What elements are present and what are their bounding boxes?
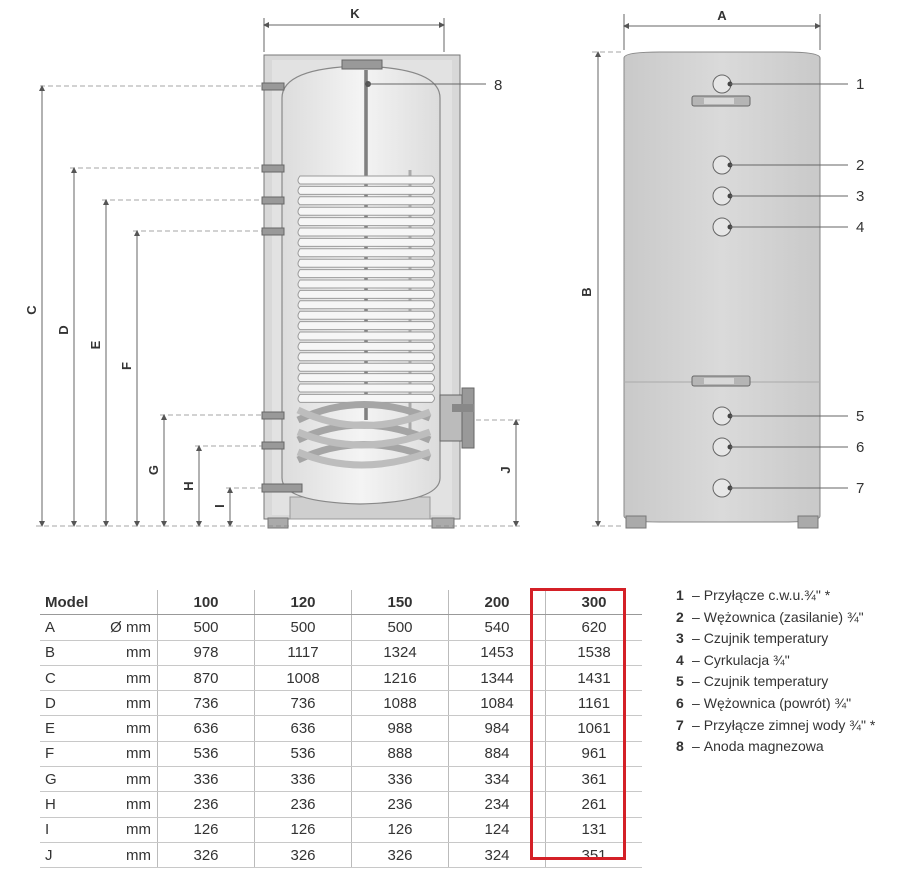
- legend-number: 1: [676, 587, 684, 603]
- legend-item: [676, 693, 875, 715]
- callout-label-5: 5: [856, 408, 865, 425]
- dim-label-k: K: [350, 6, 360, 21]
- external-view: [579, 8, 864, 528]
- table-cell-value: 124: [449, 817, 546, 842]
- coil-loop: [298, 207, 435, 215]
- table-cell-value: 1084: [449, 691, 546, 716]
- table-header-model: Model: [40, 590, 158, 615]
- table-cell-value: 500: [255, 615, 352, 640]
- legend-separator: –: [692, 630, 700, 647]
- table-cell-value: 984: [449, 716, 546, 741]
- table-cell-value: 1344: [449, 665, 546, 690]
- table-cell-value: 334: [449, 767, 546, 792]
- table-cell-value: 500: [352, 615, 449, 640]
- dim-label-e: E: [88, 340, 103, 350]
- table-row: [40, 665, 642, 690]
- table-cell-value: 1324: [352, 640, 449, 665]
- table-cell-value: 1161: [546, 691, 643, 716]
- legend-item: [676, 628, 875, 650]
- table-cell-value: 326: [255, 842, 352, 867]
- legend-item: [676, 671, 875, 693]
- legend-number: 6: [676, 694, 684, 711]
- table-cell-param: A: [40, 615, 95, 640]
- table-cell-value: 1088: [352, 691, 449, 716]
- table-cell-value: 126: [255, 817, 352, 842]
- legend-separator: –: [692, 738, 700, 755]
- top-fitting: [342, 60, 382, 69]
- coil-loop: [298, 186, 435, 194]
- table-cell-value: 361: [546, 767, 643, 792]
- dimension-i: [212, 488, 262, 524]
- coil-loop: [298, 301, 435, 309]
- table-row: [40, 691, 642, 716]
- dim-label-g: G: [146, 464, 161, 476]
- table-header-model-120: 120: [255, 590, 352, 615]
- dimension-j: [476, 420, 520, 524]
- table-cell-value: 336: [352, 767, 449, 792]
- table-cell-value: 336: [158, 767, 255, 792]
- coil-loop: [298, 249, 435, 257]
- callout-label-7: 7: [856, 480, 865, 497]
- coil-loop: [298, 238, 435, 246]
- table-cell-param: F: [40, 741, 95, 766]
- table-cell-value: 1061: [546, 716, 643, 741]
- legend-number: 5: [676, 673, 684, 690]
- legend-text: Wężownica (powrót) ¾": [703, 694, 852, 711]
- legend-text: Przyłącze c.w.u.¾" *: [703, 587, 831, 603]
- table-row: [40, 817, 642, 842]
- table-row: [40, 842, 642, 867]
- legend-text: Anoda magnezowa: [703, 738, 824, 755]
- coil-loop: [298, 342, 435, 350]
- legend-item: [676, 715, 875, 737]
- coil-loop: [298, 270, 435, 278]
- dimension-e: [88, 200, 262, 524]
- legend-item: [676, 736, 875, 758]
- table-cell-unit: mm: [95, 640, 158, 665]
- table-cell-value: 961: [546, 741, 643, 766]
- table-cell-unit: mm: [95, 792, 158, 817]
- table-cell-value: 336: [255, 767, 352, 792]
- legend-text: Cyrkulacja ¾": [703, 651, 790, 668]
- table-cell-param: E: [40, 716, 95, 741]
- legend-number: 4: [676, 651, 684, 668]
- table-cell-value: 636: [158, 716, 255, 741]
- table-cell-value: 234: [449, 792, 546, 817]
- dimension-c: [24, 86, 262, 524]
- foot-right: [432, 518, 454, 528]
- legend-item: [676, 585, 875, 607]
- coil-loop: [298, 228, 435, 236]
- foot-left: [268, 518, 288, 528]
- table-header-model-150: 150: [352, 590, 449, 615]
- callout-label-1: 1: [856, 76, 865, 93]
- table-cell-value: 884: [449, 741, 546, 766]
- table-cell-value: 324: [449, 842, 546, 867]
- table-cell-value: 236: [352, 792, 449, 817]
- callout-label-8: 8: [494, 77, 503, 94]
- legend-text: Przyłącze zimnej wody ¾" *: [703, 716, 876, 733]
- table-row: [40, 640, 642, 665]
- coil-loop: [298, 353, 435, 361]
- table-cell-value: 500: [158, 615, 255, 640]
- dim-label-a: A: [717, 8, 727, 23]
- table-cell-value: 1117: [255, 640, 352, 665]
- table-cell-unit: mm: [95, 716, 158, 741]
- coil-loop: [298, 363, 435, 371]
- legend-text: Wężownica (zasilanie) ¾": [703, 608, 864, 625]
- dimension-k: [264, 6, 444, 52]
- coil-loop: [298, 280, 435, 288]
- legend-text: Czujnik temperatury: [703, 673, 829, 690]
- table-cell-param: D: [40, 691, 95, 716]
- legend: [676, 585, 875, 758]
- dimension-h: [181, 446, 262, 524]
- legend-number: 3: [676, 630, 684, 647]
- carry-handle-top: [692, 96, 750, 106]
- legend-separator: –: [692, 694, 700, 711]
- table-cell-value: 1216: [352, 665, 449, 690]
- table-cell-value: 236: [158, 792, 255, 817]
- table-row: [40, 767, 642, 792]
- table-cell-unit: mm: [95, 767, 158, 792]
- table-cell-unit: mm: [95, 842, 158, 867]
- table-header-model-200: 200: [449, 590, 546, 615]
- section-view: [24, 6, 520, 528]
- dimension-table: [40, 590, 642, 868]
- dim-label-d: D: [56, 325, 71, 335]
- coil-loop: [298, 384, 435, 392]
- coil-loop: [298, 197, 435, 205]
- table-cell-value: 736: [255, 691, 352, 716]
- table-cell-unit: mm: [95, 741, 158, 766]
- table-cell-value: 536: [158, 741, 255, 766]
- legend-text: Czujnik temperatury: [703, 630, 829, 647]
- table-cell-value: 1453: [449, 640, 546, 665]
- coil-loop: [298, 259, 435, 267]
- table-cell-value: 126: [352, 817, 449, 842]
- legend-separator: –: [692, 673, 700, 690]
- table-cell-param: G: [40, 767, 95, 792]
- table-cell-param: C: [40, 665, 95, 690]
- dim-label-b: B: [579, 287, 594, 297]
- table-cell-value: 888: [352, 741, 449, 766]
- legend-separator: –: [692, 651, 700, 668]
- table-row: [40, 792, 642, 817]
- table-cell-param: B: [40, 640, 95, 665]
- legend-separator: –: [692, 716, 700, 733]
- coil-loop: [298, 290, 435, 298]
- table-cell-value: 536: [255, 741, 352, 766]
- legend-number: 2: [676, 608, 684, 625]
- coil-loop: [298, 332, 435, 340]
- table-cell-value: 131: [546, 817, 643, 842]
- table-row: [40, 716, 642, 741]
- table-row: [40, 741, 642, 766]
- table-header-row: [40, 590, 642, 615]
- table-cell-param: I: [40, 817, 95, 842]
- table-header-model-100: 100: [158, 590, 255, 615]
- dimension-f: [119, 231, 262, 524]
- callout-label-3: 3: [856, 188, 865, 205]
- coil-loop: [298, 176, 435, 184]
- table-cell-value: 326: [158, 842, 255, 867]
- table-cell-value: 978: [158, 640, 255, 665]
- coil-loop: [298, 322, 435, 330]
- table-cell-value: 988: [352, 716, 449, 741]
- table-cell-unit: mm: [95, 691, 158, 716]
- table-cell-value: 620: [546, 615, 643, 640]
- callout-label-2: 2: [856, 157, 865, 174]
- table-cell-value: 126: [158, 817, 255, 842]
- legend-separator: –: [692, 587, 700, 603]
- table-cell-value: 636: [255, 716, 352, 741]
- coil-loop: [298, 374, 435, 382]
- legend-number: 8: [676, 738, 684, 755]
- table-cell-value: 261: [546, 792, 643, 817]
- table-cell-value: 326: [352, 842, 449, 867]
- carry-handle-bottom: [692, 376, 750, 386]
- callout-label-6: 6: [856, 439, 865, 456]
- table-cell-value: 351: [546, 842, 643, 867]
- dimension-b: [579, 52, 622, 526]
- legend-number: 7: [676, 716, 684, 733]
- table-header-model-300: 300: [546, 590, 643, 615]
- legend-item: [676, 607, 875, 629]
- table-cell-param: J: [40, 842, 95, 867]
- coil-loop: [298, 311, 435, 319]
- table-cell-param: H: [40, 792, 95, 817]
- dim-label-c: C: [24, 305, 39, 315]
- table-cell-unit: mm: [95, 817, 158, 842]
- table-cell-unit: Ø mm: [95, 615, 158, 640]
- dim-label-i: I: [212, 504, 227, 508]
- heater-flange: [440, 388, 474, 448]
- dimension-g: [146, 415, 262, 524]
- dimension-a: [624, 8, 820, 50]
- table-cell-value: 736: [158, 691, 255, 716]
- table-cell-value: 236: [255, 792, 352, 817]
- legend-separator: –: [692, 608, 700, 625]
- dim-label-j: J: [498, 466, 513, 474]
- dim-label-f: F: [119, 362, 134, 370]
- table-cell-unit: mm: [95, 665, 158, 690]
- table-cell-value: 1008: [255, 665, 352, 690]
- table-row: [40, 615, 642, 640]
- table-cell-value: 1538: [546, 640, 643, 665]
- table-cell-value: 1431: [546, 665, 643, 690]
- legend-item: [676, 650, 875, 672]
- callout-label-4: 4: [856, 219, 865, 236]
- table-cell-value: 540: [449, 615, 546, 640]
- table-cell-value: 870: [158, 665, 255, 690]
- dim-label-h: H: [181, 481, 196, 491]
- coil-loop: [298, 218, 435, 226]
